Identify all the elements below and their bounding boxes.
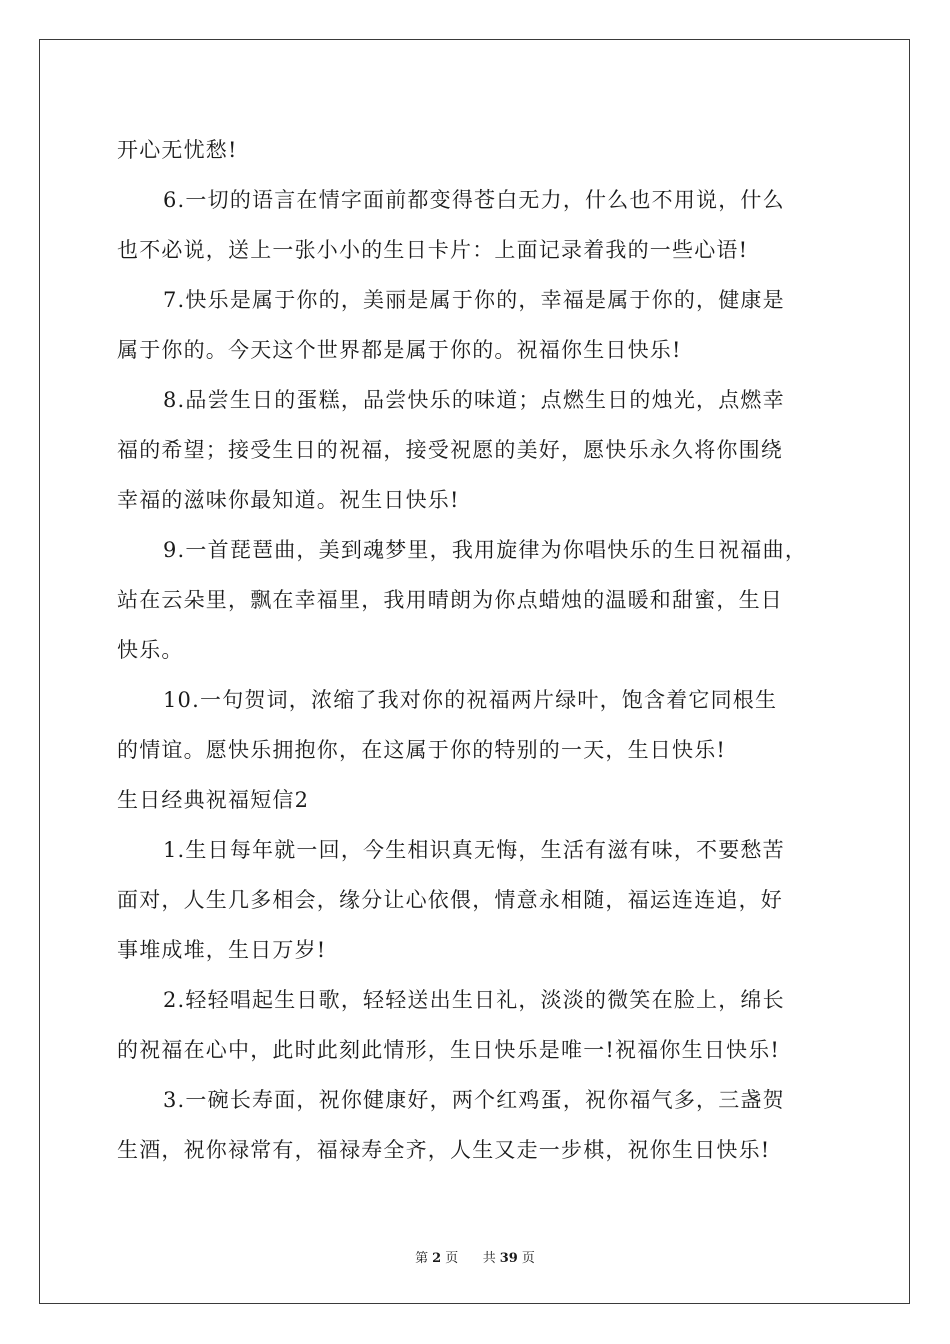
page-suffix: 页 xyxy=(445,1251,459,1266)
total-suffix: 页 xyxy=(521,1251,535,1266)
paragraph-1-line-1: 1.生日每年就一回，今生相识真无悔，生活有滋有味，不要愁苦 xyxy=(163,838,785,862)
page-footer xyxy=(0,1247,950,1266)
page-number: 2 xyxy=(432,1251,442,1266)
paragraph-6-line-1: 6.一切的语言在情字面前都变得苍白无力，什么也不用说，什么 xyxy=(163,188,785,212)
paragraph-7-line-1: 7.快乐是属于你的，美丽是属于你的，幸福是属于你的，健康是 xyxy=(163,288,785,312)
paragraph-1-line-2: 面对，人生几多相会，缘分让心依偎，情意永相随，福运连连追，好 xyxy=(117,888,783,912)
paragraph-6-line-2: 也不必说，送上一张小小的生日卡片：上面记录着我的一些心语! xyxy=(117,238,749,262)
paragraph-8-line-2: 福的希望；接受生日的祝福，接受祝愿的美好，愿快乐永久将你围绕 xyxy=(117,438,783,462)
paragraph-3-line-2: 生酒，祝你禄常有，福禄寿全齐，人生又走一步棋，祝你生日快乐! xyxy=(117,1138,771,1162)
section-heading: 生日经典祝福短信2 xyxy=(117,788,310,812)
total-pages: 39 xyxy=(499,1251,518,1266)
total-indicator xyxy=(481,1251,537,1266)
paragraph-1-line-3: 事堆成堆，生日万岁! xyxy=(117,938,327,962)
paragraph-2-line-2: 的祝福在心中，此时此刻此情形，生日快乐是唯一!祝福你生日快乐! xyxy=(117,1038,781,1062)
paragraph-7-line-2: 属于你的。今天这个世界都是属于你的。祝福你生日快乐! xyxy=(117,338,682,362)
paragraph-10-line-1: 10.一句贺词，浓缩了我对你的祝福两片绿叶，饱含着它同根生 xyxy=(163,688,778,712)
paragraph-10-line-2: 的情谊。愿快乐拥抱你，在这属于你的特别的一天，生日快乐! xyxy=(117,738,727,762)
paragraph-9-line-1: 9.一首琵琶曲，美到魂梦里，我用旋律为你唱快乐的生日祝福曲， xyxy=(163,538,808,562)
text-line: 开心无忧愁! xyxy=(117,138,238,162)
page-indicator xyxy=(413,1251,460,1266)
paragraph-9-line-2: 站在云朵里，飘在幸福里，我用晴朗为你点蜡烛的温暖和甜蜜，生日 xyxy=(117,588,783,612)
paragraph-9-line-3: 快乐。 xyxy=(117,638,184,662)
paragraph-8-line-3: 幸福的滋味你最知道。祝生日快乐! xyxy=(117,488,460,512)
paragraph-3-line-1: 3.一碗长寿面，祝你健康好，两个红鸡蛋，祝你福气多，三盏贺 xyxy=(163,1088,785,1112)
paragraph-8-line-1: 8.品尝生日的蛋糕，品尝快乐的味道；点燃生日的烛光，点燃幸 xyxy=(163,388,785,412)
total-prefix: 共 xyxy=(482,1251,496,1266)
paragraph-2-line-1: 2.轻轻唱起生日歌，轻轻送出生日礼，淡淡的微笑在脸上，绵长 xyxy=(163,988,785,1012)
page-prefix: 第 xyxy=(415,1251,429,1266)
